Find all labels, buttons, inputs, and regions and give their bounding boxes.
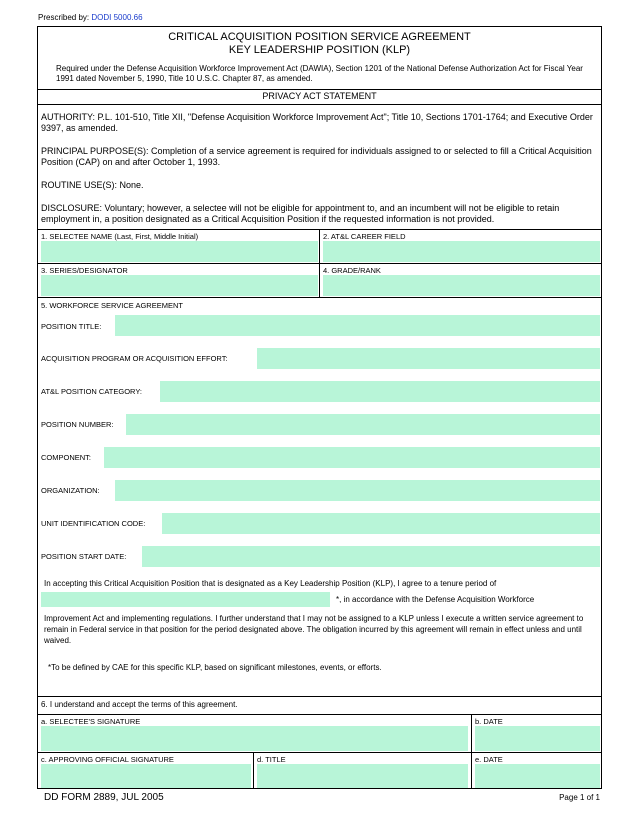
category-field[interactable] — [160, 381, 600, 402]
series-designator-field[interactable] — [41, 275, 318, 296]
purpose-text: PRINCIPAL PURPOSE(S): Completion of a service agreement is required for individuals assigned to or selected to fill a Critical Acquisition Position (CAP) on and after October 1, 1993. — [41, 146, 592, 167]
position-number-field[interactable] — [126, 414, 600, 435]
prescribed-label: Prescribed by: — [38, 13, 90, 22]
component-field[interactable] — [104, 447, 600, 468]
start-date-field[interactable] — [142, 546, 600, 567]
uic-field[interactable] — [162, 513, 600, 534]
start-date-label: POSITION START DATE: — [41, 552, 127, 561]
title-d-field[interactable] — [257, 764, 468, 788]
field2-label: 2. AT&L CAREER FIELD — [323, 232, 406, 241]
title-d-label: d. TITLE — [257, 755, 286, 764]
approving-signature-field[interactable] — [41, 764, 251, 788]
acq-program-field[interactable] — [257, 348, 600, 369]
category-label: AT&L POSITION CATEGORY: — [41, 387, 142, 396]
selectee-signature-label: a. SELECTEE'S SIGNATURE — [41, 717, 141, 726]
grade-rank-field[interactable] — [323, 275, 600, 296]
field1-label: 1. SELECTEE NAME (Last, First, Middle Initial) — [41, 232, 199, 241]
agreement-line2: *, in accordance with the Defense Acquisition Workforce — [336, 595, 535, 604]
intro-text: Required under the Defense Acquisition Workforce Improvement Act (DAWIA), Section 1201 of the National Defense Authorization Act for Fiscal Year 1991 dated November 5, 1990, Title 10 U.S.C. Chapter 87, as amended. — [56, 64, 583, 83]
prescribed-by — [38, 13, 143, 23]
uic-label: UNIT IDENTIFICATION CODE: — [41, 519, 146, 528]
date-e-label: e. DATE — [475, 755, 503, 764]
career-field-field[interactable] — [323, 241, 600, 262]
agreement-line1: In accepting this Critical Acquisition Position that is designated as a Key Leadership Position (KLP), I agree to a tenure period of — [44, 579, 497, 588]
position-title-field[interactable] — [115, 315, 600, 336]
selectee-name-field[interactable] — [41, 241, 318, 262]
date-b-field[interactable] — [475, 726, 600, 751]
field3-label: 3. SERIES/DESIGNATOR — [41, 266, 128, 275]
date-b-label: b. DATE — [475, 717, 503, 726]
position-number-label: POSITION NUMBER: — [41, 420, 114, 429]
routine-use-text: ROUTINE USE(S): None. — [41, 180, 144, 190]
agreement-note: *To be defined by CAE for this specific KLP, based on significant milestones, events, or efforts. — [48, 663, 382, 672]
dodi-link[interactable]: DODI 5000.66 — [91, 13, 143, 22]
date-e-field[interactable] — [475, 764, 600, 788]
agreement-paragraph: Improvement Act and implementing regulations. I further understand that I may not be assigned to a KLP unless I execute a written service agreement to remain in Federal service in that position for the period designated above. The obligation incurred by this agreement will remain in effect unless and until waived. — [44, 614, 584, 645]
organization-field[interactable] — [115, 480, 600, 501]
form-number: DD FORM 2889, JUL 2005 — [44, 792, 164, 803]
organization-label: ORGANIZATION: — [41, 486, 100, 495]
form-body — [37, 26, 602, 789]
form-title — [38, 31, 601, 57]
field4-label: 4. GRADE/RANK — [323, 266, 381, 275]
authority-text: AUTHORITY: P.L. 101-510, Title XII, "Defense Acquisition Workforce Improvement Act"; Title 10, Sections 1701-1764; and Executive Order 9397, as amended. — [41, 112, 593, 133]
form-title-line2: KEY LEADERSHIP POSITION (KLP) — [228, 44, 411, 56]
component-label: COMPONENT: — [41, 453, 92, 462]
page-number: Page 1 of 1 — [559, 793, 600, 802]
tenure-period-field[interactable] — [41, 592, 330, 607]
section5-heading: 5. WORKFORCE SERVICE AGREEMENT — [41, 301, 183, 310]
approving-signature-label: c. APPROVING OFFICIAL SIGNATURE — [41, 755, 174, 764]
privacy-heading: PRIVACY ACT STATEMENT — [262, 91, 377, 101]
selectee-signature-field[interactable] — [41, 726, 468, 751]
acq-program-label: ACQUISITION PROGRAM OR ACQUISITION EFFORT: — [41, 354, 228, 363]
section6-heading: 6. I understand and accept the terms of this agreement. — [41, 700, 238, 709]
disclosure-text: DISCLOSURE: Voluntary; however, a selectee will not be eligible for appointment to, and an incumbent will not be eligible to retain employment in, a position designated as a Critical Acquisition Position if the requested information is not provided. — [41, 203, 560, 224]
form-title-line1: CRITICAL ACQUISITION POSITION SERVICE AGREEMENT — [168, 31, 471, 43]
position-title-label: POSITION TITLE: — [41, 322, 102, 331]
